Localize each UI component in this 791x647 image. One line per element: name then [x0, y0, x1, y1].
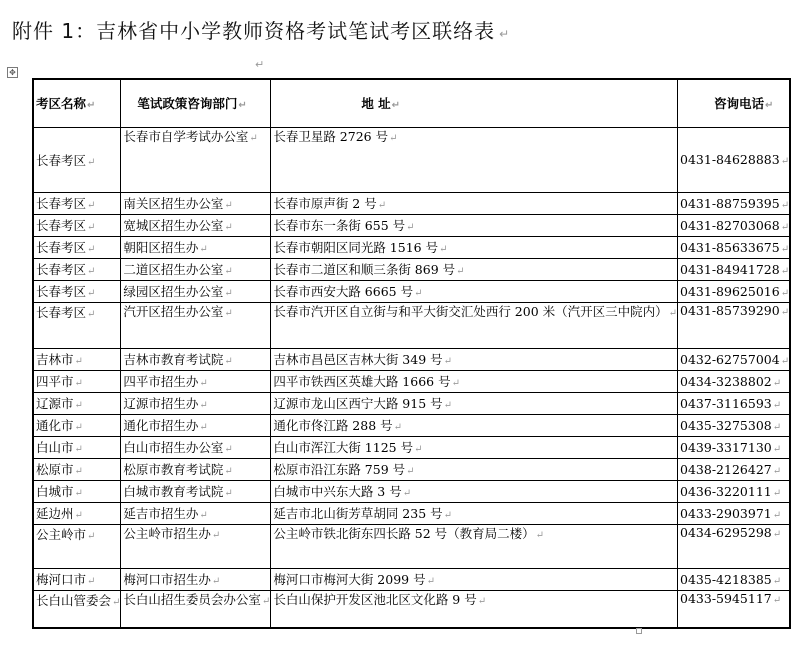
header-department: 笔试政策咨询部门 ↵	[121, 79, 271, 127]
address-cell: 长春市西安大路 6665 号 ↵	[271, 280, 678, 302]
district-cell: 长春考区 ↵	[33, 192, 121, 214]
address-cell: 长春市朝阳区同光路 1516 号 ↵	[271, 236, 678, 258]
document-title	[12, 15, 652, 44]
table-row	[33, 192, 790, 214]
phone-cell: 0431-85739290 ↵	[678, 302, 791, 348]
department-cell: 四平市招生办 ↵	[121, 370, 271, 392]
phone-cell: 0431-88759395 ↵	[678, 192, 791, 214]
phone-cell: 0431-84941728 ↵	[678, 258, 791, 280]
phone-cell: 0435-3275308 ↵	[678, 414, 791, 436]
title-text: 附件 1：吉林省中小学教师资格考试笔试考区联络表	[12, 19, 496, 43]
department-cell: 白城市教育考试院 ↵	[121, 480, 271, 502]
phone-cell: 0438-2126427 ↵	[678, 458, 791, 480]
header-district: 考区名称 ↵	[33, 79, 121, 127]
district-cell: 长白山管委会 ↵	[33, 590, 121, 628]
district-cell: 梅河口市 ↵	[33, 568, 121, 590]
district-cell: 通化市 ↵	[33, 414, 121, 436]
district-cell: 辽源市 ↵	[33, 392, 121, 414]
address-cell: 长春市二道区和顺三条街 869 号 ↵	[271, 258, 678, 280]
district-cell: 长春考区 ↵	[33, 302, 121, 348]
department-cell: 辽源市招生办 ↵	[121, 392, 271, 414]
table-row	[33, 258, 790, 280]
address-cell: 四平市铁西区英雄大路 1666 号 ↵	[271, 370, 678, 392]
table-row	[33, 127, 790, 192]
paragraph-mark-icon: ↵	[255, 58, 265, 71]
address-cell: 长春卫星路 2726 号 ↵	[271, 127, 678, 192]
district-cell: 长春考区 ↵	[33, 214, 121, 236]
paragraph-mark-icon: ↵	[499, 27, 511, 41]
table-row	[33, 214, 790, 236]
district-cell: 四平市 ↵	[33, 370, 121, 392]
table-row	[33, 348, 790, 370]
district-cell: 白山市 ↵	[33, 436, 121, 458]
district-cell: 长春考区 ↵	[33, 280, 121, 302]
address-cell: 长春市东一条街 655 号 ↵	[271, 214, 678, 236]
address-cell: 梅河口市梅河大街 2099 号 ↵	[271, 568, 678, 590]
phone-cell: 0433-2903971 ↵	[678, 502, 791, 524]
department-cell: 通化市招生办 ↵	[121, 414, 271, 436]
phone-cell: 0431-82703068 ↵	[678, 214, 791, 236]
address-cell: 辽源市龙山区西宁大路 915 号 ↵	[271, 392, 678, 414]
phone-cell: 0437-3116593 ↵	[678, 392, 791, 414]
table-row	[33, 524, 790, 568]
header-address: 地 址 ↵	[271, 79, 678, 127]
address-cell: 长白山保护开发区池北区文化路 9 号 ↵	[271, 590, 678, 628]
address-cell: 长春市汽开区自立街与和平大街交汇处西行 200 米（汽开区三中院内） ↵	[271, 302, 678, 348]
table-row	[33, 414, 790, 436]
phone-cell: 0431-84628883 ↵	[678, 127, 791, 192]
phone-cell: 0439-3317130 ↵	[678, 436, 791, 458]
department-cell: 公主岭市招生办 ↵	[121, 524, 271, 568]
district-cell: 长春考区 ↵	[33, 236, 121, 258]
table-move-handle-icon[interactable]: ✥	[7, 67, 18, 78]
table-row	[33, 458, 790, 480]
department-cell: 绿园区招生办公室 ↵	[121, 280, 271, 302]
department-cell: 松原市教育考试院 ↵	[121, 458, 271, 480]
department-cell: 朝阳区招生办 ↵	[121, 236, 271, 258]
table-row	[33, 370, 790, 392]
address-cell: 白城市中兴东大路 3 号 ↵	[271, 480, 678, 502]
table-row	[33, 590, 790, 628]
address-cell: 白山市浑江大街 1125 号 ↵	[271, 436, 678, 458]
table-header-row	[33, 79, 790, 127]
address-cell: 长春市原声街 2 号 ↵	[271, 192, 678, 214]
department-cell: 白山市招生办公室 ↵	[121, 436, 271, 458]
table-row	[33, 392, 790, 414]
district-cell: 松原市 ↵	[33, 458, 121, 480]
table-row	[33, 568, 790, 590]
department-cell: 南关区招生办公室 ↵	[121, 192, 271, 214]
phone-cell: 0432-62757004 ↵	[678, 348, 791, 370]
department-cell: 汽开区招生办公室 ↵	[121, 302, 271, 348]
address-cell: 松原市沿江东路 759 号 ↵	[271, 458, 678, 480]
phone-cell: 0431-85633675 ↵	[678, 236, 791, 258]
district-cell: 公主岭市 ↵	[33, 524, 121, 568]
district-cell: 长春考区 ↵	[33, 127, 121, 192]
header-phone: 咨询电话 ↵	[678, 79, 791, 127]
department-cell: 二道区招生办公室 ↵	[121, 258, 271, 280]
table-row	[33, 436, 790, 458]
phone-cell: 0433-5945117 ↵	[678, 590, 791, 628]
department-cell: 吉林市教育考试院 ↵	[121, 348, 271, 370]
phone-cell: 0435-4218385 ↵	[678, 568, 791, 590]
department-cell: 延吉市招生办 ↵	[121, 502, 271, 524]
address-cell: 延吉市北山街芳草胡同 235 号 ↵	[271, 502, 678, 524]
address-cell: 公主岭市铁北街东四长路 52 号（教育局二楼） ↵	[271, 524, 678, 568]
table-row	[33, 302, 790, 348]
phone-cell: 0434-3238802 ↵	[678, 370, 791, 392]
table-end-marker-icon	[636, 628, 642, 634]
department-cell: 长白山招生委员会办公室 ↵	[121, 590, 271, 628]
table-row	[33, 280, 790, 302]
table-row	[33, 502, 790, 524]
phone-cell: 0434-6295298 ↵	[678, 524, 791, 568]
address-cell: 通化市佟江路 288 号 ↵	[271, 414, 678, 436]
district-cell: 吉林市 ↵	[33, 348, 121, 370]
phone-cell: 0436-3220111 ↵	[678, 480, 791, 502]
phone-cell: 0431-89625016 ↵	[678, 280, 791, 302]
table-row	[33, 480, 790, 502]
address-cell: 吉林市昌邑区吉林大街 349 号 ↵	[271, 348, 678, 370]
district-cell: 白城市 ↵	[33, 480, 121, 502]
district-cell: 延边州 ↵	[33, 502, 121, 524]
department-cell: 长春市自学考试办公室 ↵	[121, 127, 271, 192]
department-cell: 梅河口市招生办 ↵	[121, 568, 271, 590]
district-cell: 长春考区 ↵	[33, 258, 121, 280]
department-cell: 宽城区招生办公室 ↵	[121, 214, 271, 236]
exam-district-table	[32, 78, 791, 629]
table-row	[33, 236, 790, 258]
